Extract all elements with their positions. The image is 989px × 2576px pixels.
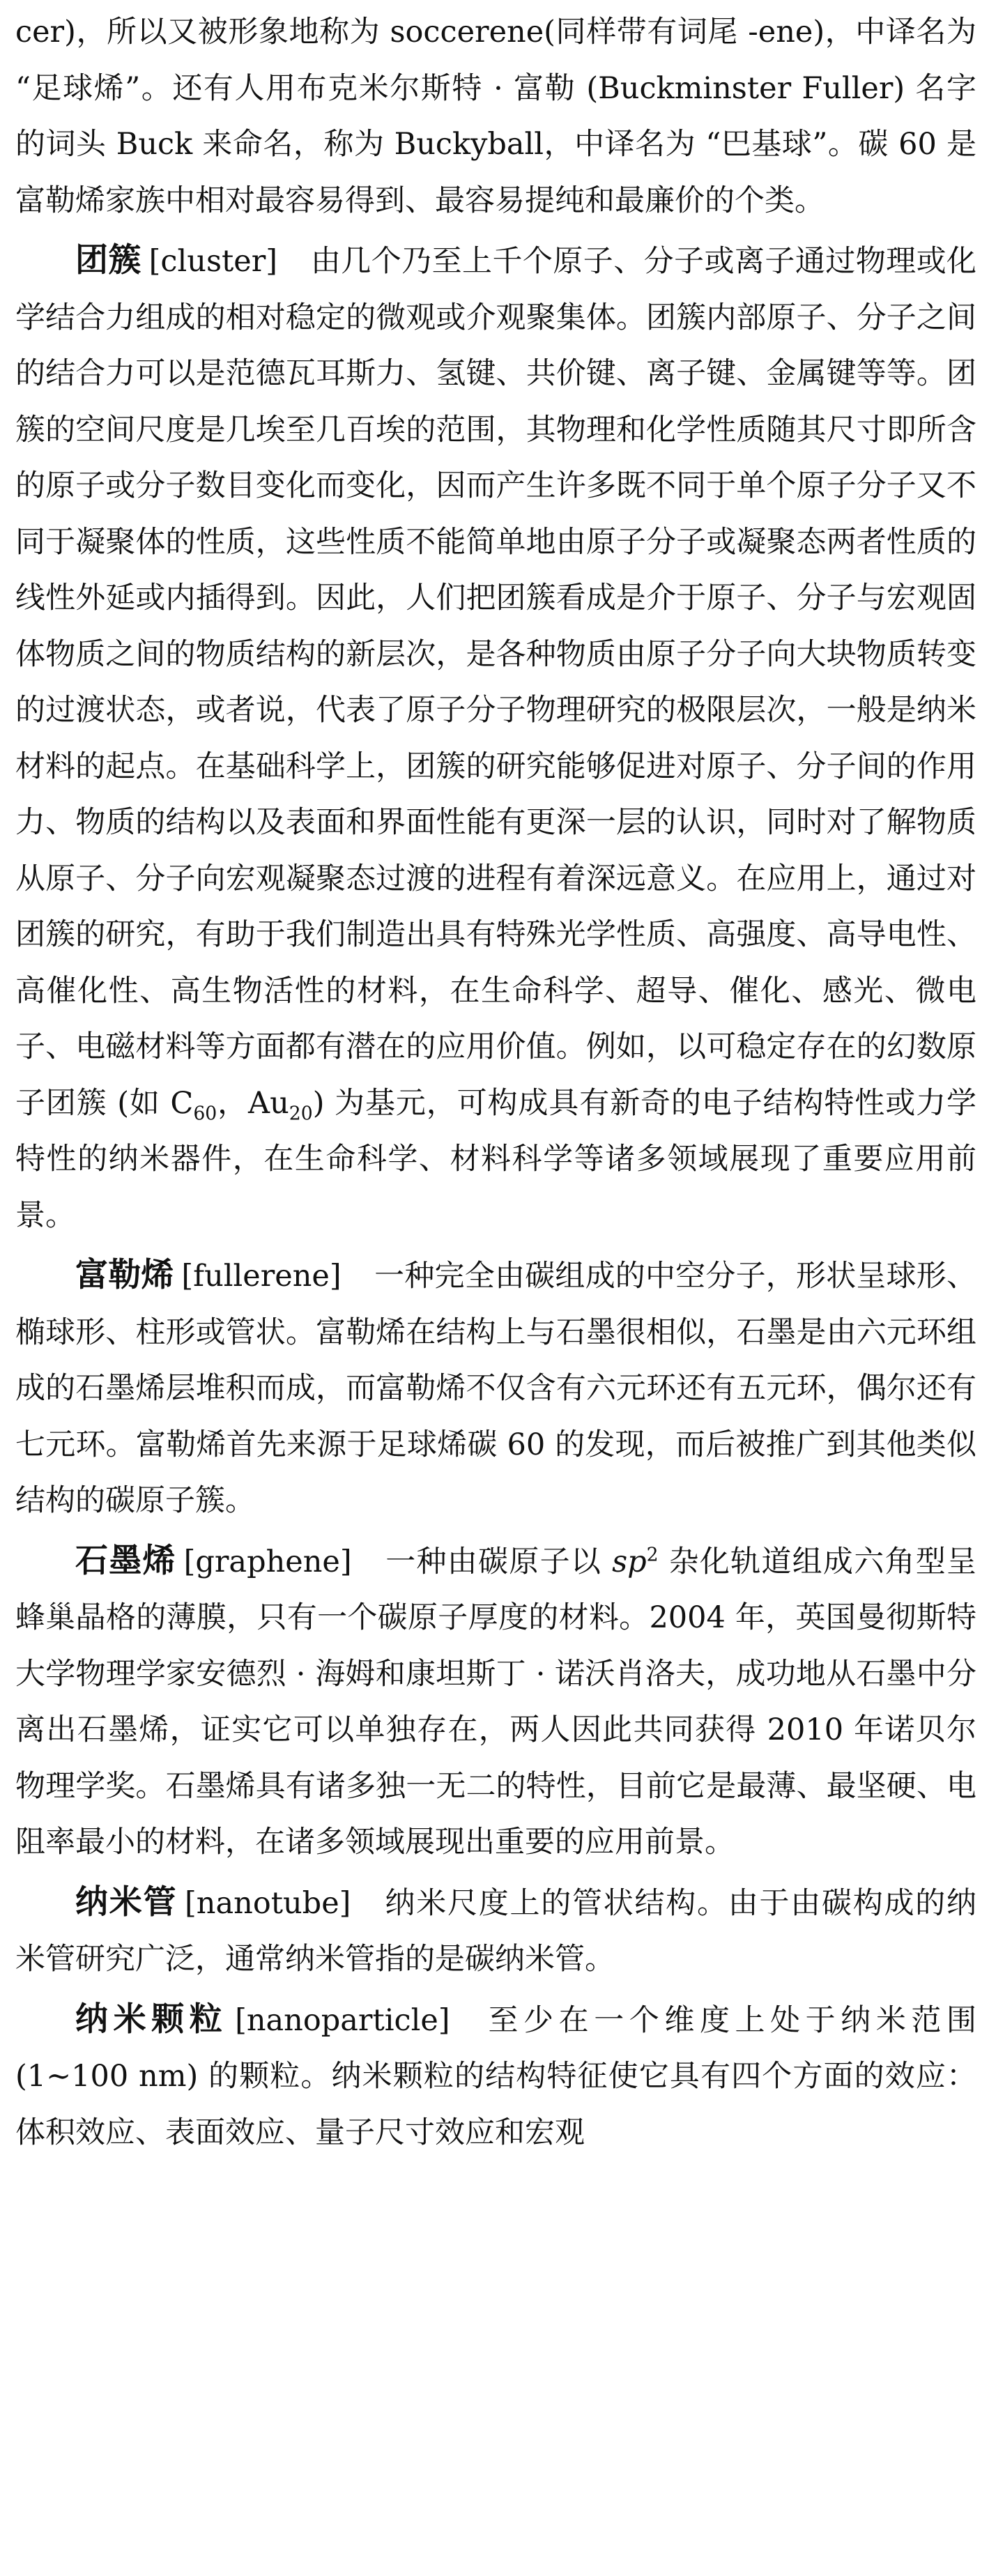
term-english: [nanoparticle] — [235, 2002, 450, 2038]
definition-text: 由几个乃至上千个原子、分子或离子通过物理或化学结合力组成的相对稳定的微观或介观聚集体。团簇内部原子、分子之间的结合力可以是范德瓦耳斯力、氢键、共价键、离子键、金属键等等。团簇的空间尺度是几埃至几百埃的范围，其物理和化学性质随其尺寸即所含的原子或分子数目变化而变化，因而产生许多既不同于单个原子分子又不同于凝聚体的性质，这些性质不能简单地由原子分子或凝聚态两者性质的线性外延或内插得到。因此，人们把团簇看成是介于原子、分子与宏观固体物质之间的物质结构的新层次，是各种物质由原子分子向大块物质转变的过渡状态，或者说，代表了原子分子物理研究的极限层次，一般是纳米材料的起点。在基础科学上，团簇的研究能够促进对原子、分子间的作用力、物质的结构以及表面和界面性能有更深一层的认识，同时对了解物质从原子、分子向宏观凝聚态过渡的进程有着深远意义。在应用上，通过对团簇的研究，有助于我们制造出具有特殊光学性质、高强度、高导电性、高催化性、高生物活性的材料，在生命科学、超导、催化、感光、微电子、电磁材料等方面都有潜在的应用价值。例如，以可稳定存在的幻数原子团簇 (如 C — [15, 244, 977, 1121]
entry-graphene — [15, 1533, 976, 1871]
term-heading: 团簇 — [75, 241, 141, 279]
definition-text: 至少在一个维度上处于纳米范围 (1∼100 nm) 的颗粒。纳米颗粒的结构特征使它具有四个方面的效应：体积效应、表面效应、量子尺寸效应和宏观 — [15, 2002, 977, 2150]
superscript: 2 — [646, 1544, 659, 1566]
entry-fullerene — [15, 1248, 976, 1529]
entry-nanotube — [15, 1875, 976, 1988]
italic-symbol: sp — [612, 1544, 647, 1579]
entry-nanoparticle — [15, 1992, 976, 2161]
definition-text: ，Au — [217, 1085, 289, 1121]
definition-text: ) 为基元，可构成具有新奇的电子结构特性或力学特性的纳米器件，在生命科学、材料科学等诸多领域展现了重要应用前景。 — [15, 1085, 977, 1233]
term-heading: 纳米颗粒 — [75, 2000, 228, 2039]
term-heading: 纳米管 — [75, 1883, 178, 1922]
intro-text: cer)，所以又被形象地称为 soccerene(同样带有词尾 -ene)，中译名为 “足球烯”。还有人用布克米尔斯特 · 富勒 (Buckminster Fuller) 名字的词头 Buck 来命名，称为 Buckyball，中译名为 “巴基球”。碳 60 是富勒烯家族中相对最容易得到、最容易提纯和最廉价的个类。 — [15, 15, 976, 218]
term-english: [cluster] — [148, 244, 278, 279]
definition-text: 一种完全由碳组成的中空分子，形状呈球形、椭球形、柱形或管状。富勒烯在结构上与石墨很相似，石墨是由六元环组成的石墨烯层堆积而成，而富勒烯不仅含有六元环还有五元环，偶尔还有七元环。富勒烯首先来源于足球烯碳 60 的发现，而后被推广到其他类似结构的碳原子簇。 — [15, 1259, 977, 1518]
intro-paragraph — [15, 4, 976, 229]
term-english: [fullerene] — [181, 1259, 342, 1294]
subscript: 60 — [193, 1103, 217, 1125]
term-heading: 石墨烯 — [75, 1541, 176, 1580]
term-heading: 富勒烯 — [75, 1256, 174, 1294]
definition-text: 一种由碳原子以 — [384, 1544, 613, 1579]
entry-cluster — [15, 233, 976, 1243]
term-english: [graphene] — [183, 1544, 352, 1579]
subscript: 20 — [289, 1103, 313, 1125]
definition-text: 杂化轨道组成六角型呈蜂巢晶格的薄膜，只有一个碳原子厚度的材料。2004 年，英国曼彻斯特大学物理学家安德烈 · 海姆和康坦斯丁 · 诺沃肖洛夫，成功地从石墨中分离出石墨烯，证实它可以单独存在，两人因此共同获得 2010 年诺贝尔物理学奖。石墨烯具有诸多独一无二的特性，目前它是最薄、最坚硬、电阻率最小的材料，在诸多领域展现出重要的应用前景。 — [15, 1544, 977, 1860]
definition-text: 纳米尺度上的管状结构。由于由碳构成的纳米管研究广泛，通常纳米管指的是碳纳米管。 — [15, 1885, 977, 1977]
term-english: [nanotube] — [185, 1885, 351, 1921]
